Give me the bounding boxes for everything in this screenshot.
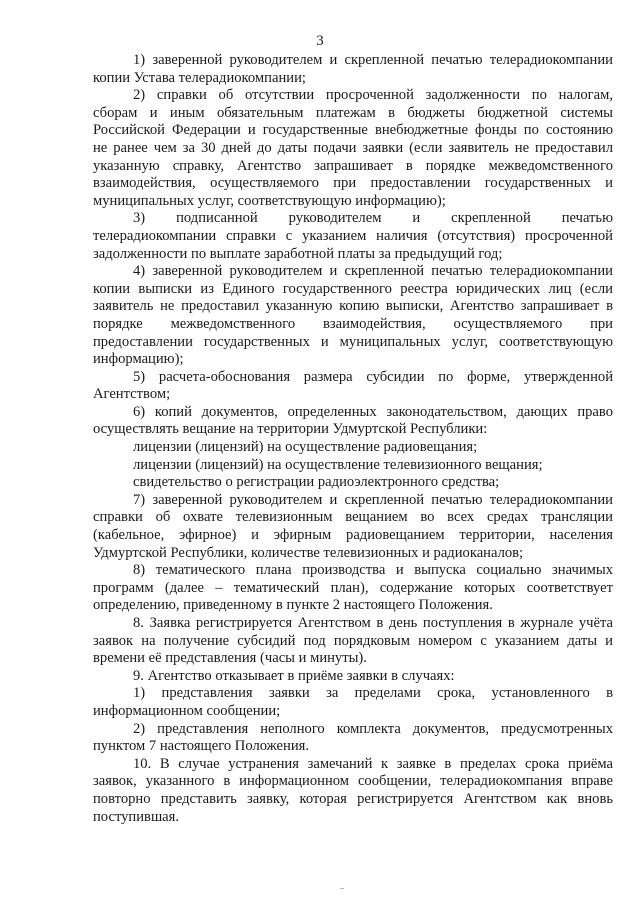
- text-line: 3) подписанной руководителем и скрепленной печатью: [133, 210, 613, 227]
- text-line: 8) тематического плана производства и выпуска социально значимых: [133, 562, 613, 579]
- text-line: времени её представления (часы и минуты).: [93, 650, 367, 667]
- page-number: 3: [316, 33, 324, 49]
- text-line: 1) заверенной руководителем и скрепленной печатью телерадиокомпании: [133, 52, 613, 68]
- text-line: свидетельство о регистрации радиоэлектронного средства;: [133, 474, 500, 491]
- text-line: 2) справки об отсутствии просроченной задолженности по налогам,: [133, 87, 613, 104]
- text-line: лицензии (лицензий) на осуществление радиовещания;: [133, 439, 478, 456]
- text-line: Удмуртской Республики, количестве телевизионных и радиоканалов;: [93, 544, 524, 561]
- text-line: информацию);: [93, 351, 184, 368]
- text-line: заявок на получение субсидий под порядковым номером с указанием даты и: [93, 632, 613, 649]
- text-line: 2) представления неполного комплекта документов, предусмотренных: [133, 720, 613, 737]
- text-line: заявитель не предоставил указанную копию выписки, Агентство запрашивает в: [93, 298, 613, 315]
- text-line: 9. Агентство отказывает в приёме заявки в случаях:: [133, 667, 455, 684]
- text-line: повторно представить заявку, которая регистрируется Агентством как вновь: [93, 790, 613, 807]
- text-line: 5) расчета-обоснования размера субсидии по форме, утвержденной: [133, 368, 613, 385]
- text-line: (кабельное, эфирное) и эфирным радиовещанием территории, населения: [93, 527, 613, 544]
- text-line: порядке межведомственного взаимодействия, осуществляемого при: [93, 315, 613, 332]
- text-line: программ (далее – тематический план), содержание которых соответствует: [93, 579, 613, 596]
- text-line: Российской Федерации и государственные внебюджетные фонды по состоянию: [93, 122, 613, 139]
- text-line: 7) заверенной руководителем и скрепленной печатью телерадиокомпании: [133, 491, 613, 508]
- text-line: 4) заверенной руководителем и скрепленной печатью телерадиокомпании: [133, 263, 613, 280]
- text-line: задолженности по выплате заработной платы за предыдущий год;: [93, 245, 503, 262]
- text-line: 1) представления заявки за пределами срока, установленного в: [133, 685, 613, 702]
- text-line: не ранее чем за 30 дней до даты подачи заявки (если заявитель не предоставил: [93, 139, 613, 156]
- text-line: сборам и иным обязательным платежам в бюджеты бюджетной системы: [93, 104, 613, 121]
- text-line: заявок, указанного в информационном сообщении, телерадиокомпания вправе: [93, 773, 613, 790]
- text-line: определению, приведенному в пункте 2 настоящего Положения.: [93, 597, 493, 614]
- text-line: телерадиокомпании справки с указанием наличия (отсутствия) просроченной: [93, 227, 613, 244]
- text-line: копии Устава телерадиокомпании;: [93, 69, 306, 86]
- text-line: 8. Заявка регистрируется Агентством в день поступления в журнале учёта: [133, 615, 613, 631]
- text-line: информационном сообщении;: [93, 702, 281, 719]
- text-line: 6) копий документов, определенных законодательством, дающих право: [133, 403, 613, 420]
- text-line: 10. В случае устранения замечаний к заявке в пределах срока приёма: [133, 755, 613, 772]
- text-line: копии выписки из Единого государственного реестра юридических лиц (если: [93, 280, 613, 297]
- text-line: пунктом 7 настоящего Положения.: [93, 738, 310, 755]
- text-line: муниципальных услуг, соответствующую информацию);: [93, 192, 446, 209]
- text-line: осуществлять вещание на территории Удмуртской Республики:: [93, 421, 488, 438]
- text-line: справки об охвате телевизионным вещанием во всех средах трансляции: [93, 509, 613, 526]
- text-line: взаимодействия, осуществляемого при предоставлении государственных и: [93, 175, 613, 192]
- text-line: Агентством;: [93, 386, 171, 403]
- scan-speck: [340, 888, 344, 889]
- document-body: [93, 52, 613, 826]
- text-line: указанную справку, Агентство запрашивает в порядке межведомственного: [93, 157, 613, 174]
- text-line: предоставлении государственных и муниципальных услуг, соответствующую: [93, 333, 613, 350]
- text-line: лицензии (лицензий) на осуществление телевизионного вещания;: [133, 456, 543, 473]
- text-line: поступившая.: [93, 808, 180, 825]
